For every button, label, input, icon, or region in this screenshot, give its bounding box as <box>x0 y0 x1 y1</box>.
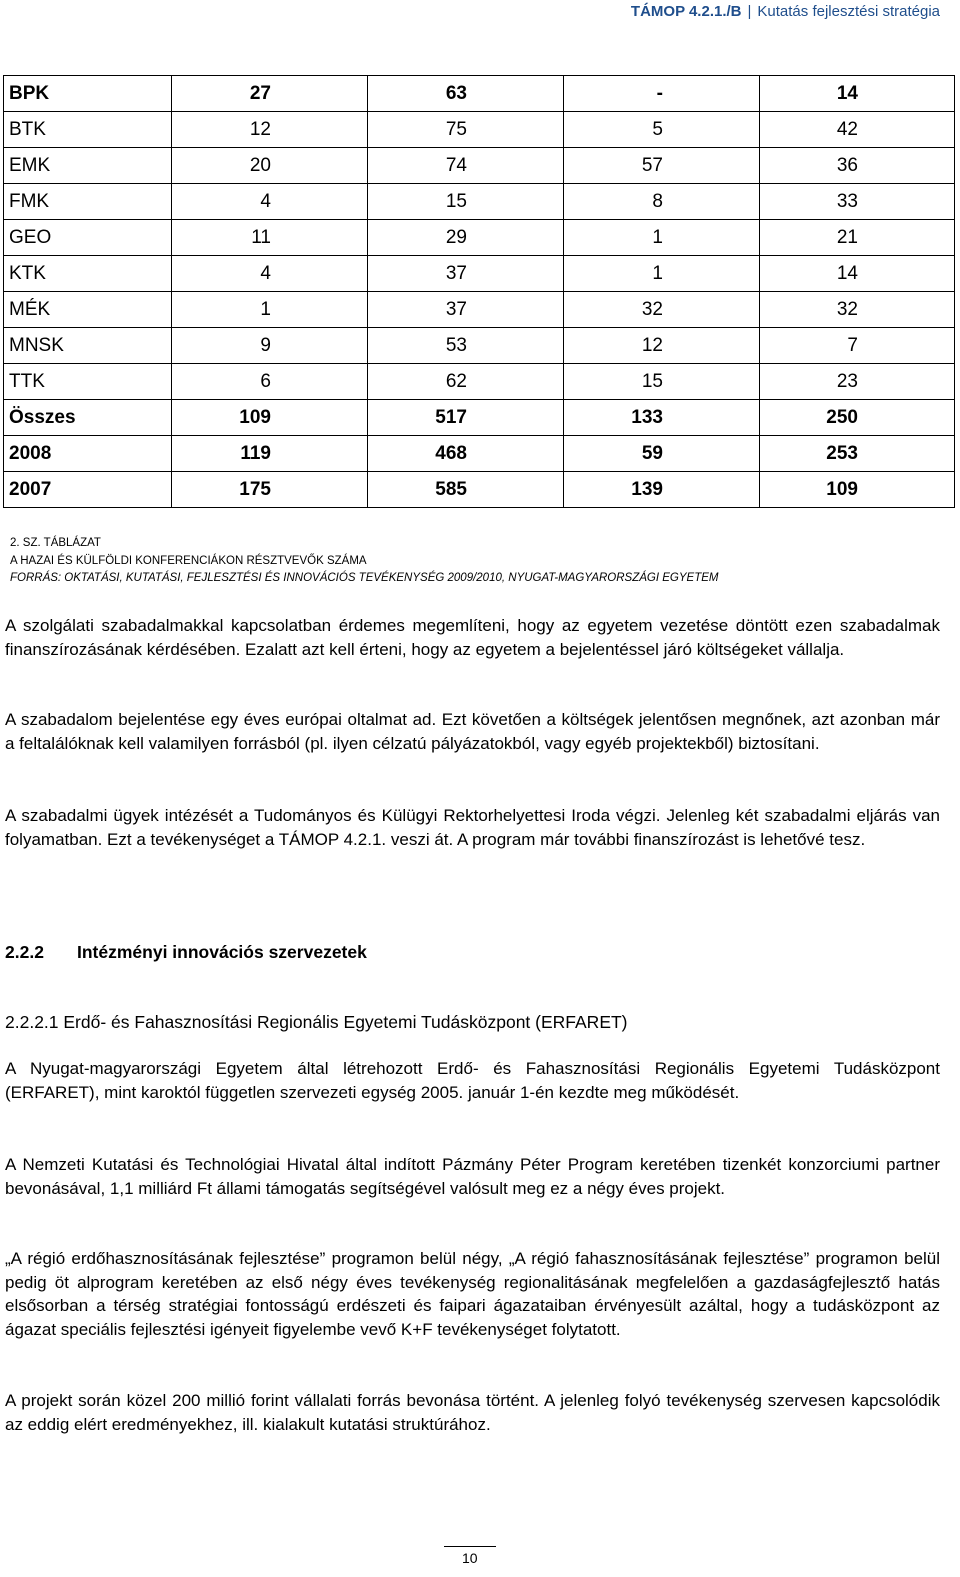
paragraph-2: A szabadalom bejelentése egy éves európai oltalmat ad. Ezt követően a költségek jelentősen megnőnek, azt azonban már a feltalálóknak kell valamilyen forrásból (pl. ilyen célzatú pályázatokból, vagy egyéb projektekből) biztosítani. <box>5 710 940 753</box>
value-cell: 36 <box>760 148 955 184</box>
paragraph-4: A Nyugat-magyarországi Egyetem által létrehozott Erdő- és Fahasznosítási Regionális Egyetemi Tudásközpont (ERFARET), mint karoktól független szervezeti egység 2005. január 1-én kezdte meg működését. <box>5 1059 940 1102</box>
table-row <box>4 256 955 292</box>
running-header <box>631 3 940 20</box>
value-cell: 1 <box>172 292 368 328</box>
table-row <box>4 400 955 436</box>
value-cell: 21 <box>760 220 955 256</box>
table-row <box>4 76 955 112</box>
table-row <box>4 184 955 220</box>
row-label-cell: 2007 <box>4 472 172 508</box>
table-row <box>4 148 955 184</box>
row-label-cell: EMK <box>4 148 172 184</box>
row-label-cell: MNSK <box>4 328 172 364</box>
header-title: Kutatás fejlesztési stratégia <box>757 3 940 20</box>
value-cell: 15 <box>564 364 760 400</box>
header-separator: | <box>747 3 752 20</box>
value-cell: 32 <box>760 292 955 328</box>
value-cell: 20 <box>172 148 368 184</box>
value-cell: 7 <box>760 328 955 364</box>
table-row <box>4 436 955 472</box>
table-body <box>4 76 955 508</box>
value-cell: 32 <box>564 292 760 328</box>
value-cell: 8 <box>564 184 760 220</box>
row-label-cell: BTK <box>4 112 172 148</box>
value-cell: 175 <box>172 472 368 508</box>
value-cell: 62 <box>368 364 564 400</box>
value-cell: 5 <box>564 112 760 148</box>
header-project: TÁMOP 4.2.1./B <box>630 3 742 20</box>
value-cell: 139 <box>564 472 760 508</box>
caption-source: FORRÁS: OKTATÁSI, KUTATÁSI, FEJLESZTÉSI ÉS INNOVÁCIÓS TEVÉKENYSÉG 2009/2010, NYUGAT-MAGYARORSZÁGI EGYETEM <box>10 572 719 584</box>
value-cell: 253 <box>760 436 955 472</box>
value-cell: 250 <box>760 400 955 436</box>
paragraph-1: A szolgálati szabadalmakkal kapcsolatban érdemes megemlíteni, hogy az egyetem vezetése döntött ezen szabadalmak finanszírozásának kérdésében. Ezalatt azt kell érteni, hogy az egyetem a bejelentéssel járó költségeket vállalja. <box>5 616 940 659</box>
section-number: 2.2.2 <box>5 942 44 962</box>
value-cell: 29 <box>368 220 564 256</box>
table-caption <box>10 535 940 588</box>
row-label-cell: FMK <box>4 184 172 220</box>
value-cell: 37 <box>368 292 564 328</box>
value-cell: 74 <box>368 148 564 184</box>
value-cell: 4 <box>172 256 368 292</box>
value-cell: 59 <box>564 436 760 472</box>
row-label-cell: GEO <box>4 220 172 256</box>
value-cell: 109 <box>172 400 368 436</box>
conference-participants-table <box>3 75 955 508</box>
caption-number: 2. SZ. TÁBLÁZAT <box>10 537 101 549</box>
value-cell: 37 <box>368 256 564 292</box>
value-cell: 27 <box>172 76 368 112</box>
value-cell: 12 <box>564 328 760 364</box>
value-cell: 53 <box>368 328 564 364</box>
paragraph-3: A szabadalmi ügyek intézését a Tudományos és Külügyi Rektorhelyettesi Iroda végzi. Jelenleg két szabadalmi eljárás van folyamatban. Ezt a tevékenységet a TÁMOP 4.2.1. veszi át. A program már további finanszírozást is lehetővé tesz. <box>5 806 940 849</box>
value-cell: 1 <box>564 220 760 256</box>
value-cell: 23 <box>760 364 955 400</box>
table-row <box>4 220 955 256</box>
value-cell: 75 <box>368 112 564 148</box>
value-cell: 468 <box>368 436 564 472</box>
row-label-cell: TTK <box>4 364 172 400</box>
value-cell: 15 <box>368 184 564 220</box>
page-number: 10 <box>462 1550 478 1566</box>
value-cell: 6 <box>172 364 368 400</box>
table-row <box>4 364 955 400</box>
value-cell: 14 <box>760 256 955 292</box>
table-row <box>4 292 955 328</box>
value-cell: 119 <box>172 436 368 472</box>
value-cell: 133 <box>564 400 760 436</box>
row-label-cell: BPK <box>4 76 172 112</box>
value-cell: 14 <box>760 76 955 112</box>
value-cell: 11 <box>172 220 368 256</box>
row-label-cell: KTK <box>4 256 172 292</box>
value-cell: 9 <box>172 328 368 364</box>
caption-title: A HAZAI ÉS KÜLFÖLDI KONFERENCIÁKON RÉSZTVEVŐK SZÁMA <box>10 554 367 567</box>
section-heading-2-2-2 <box>5 942 367 963</box>
value-cell: 63 <box>368 76 564 112</box>
value-cell: 4 <box>172 184 368 220</box>
section-title: Intézményi innovációs szervezetek <box>77 942 367 962</box>
table-row <box>4 328 955 364</box>
section-heading-2-2-2-1: 2.2.2.1 Erdő- és Fahasznosítási Regionális Egyetemi Tudásközpont (ERFARET) <box>5 1012 628 1032</box>
table-row <box>4 112 955 148</box>
value-cell: 585 <box>368 472 564 508</box>
row-label-cell: 2008 <box>4 436 172 472</box>
value-cell: - <box>564 76 760 112</box>
value-cell: 1 <box>564 256 760 292</box>
value-cell: 12 <box>172 112 368 148</box>
value-cell: 33 <box>760 184 955 220</box>
row-label-cell: MÉK <box>4 292 172 328</box>
value-cell: 42 <box>760 112 955 148</box>
paragraph-5: A Nemzeti Kutatási és Technológiai Hivatal által indított Pázmány Péter Program keretében tizenkét konzorciumi partner bevonásával, 1,1 milliárd Ft állami támogatás segítségével valósult meg ez a négy éves projekt. <box>5 1155 940 1198</box>
value-cell: 57 <box>564 148 760 184</box>
paragraph-7: A projekt során közel 200 millió forint vállalati forrás bevonása történt. A jelenleg folyó tevékenység szervesen kapcsolódik az eddig elért eredményekhez, ill. kialakult kutatási struktúrához. <box>5 1391 940 1434</box>
footer-rule <box>444 1546 496 1547</box>
paragraph-6: „A régió erdőhasznosításának fejlesztése” programon belül négy, „A régió fahasznosításának fejlesztése” programon belül pedig öt alprogram keretében az első négy éves tevékenység regionalitásának megfelelően a gazdaságfejlesztő hatás elsősorban a térség stratégiai fontosságú erdészeti és faipari ágazataiban érvényesült azáltal, hogy a tudásközpont az ágazat speciális fejlesztési igényeit figyelembe vevő K+F tevékenységet folytatott. <box>5 1249 940 1339</box>
value-cell: 109 <box>760 472 955 508</box>
value-cell: 517 <box>368 400 564 436</box>
row-label-cell: Összes <box>4 400 172 436</box>
table-row <box>4 472 955 508</box>
